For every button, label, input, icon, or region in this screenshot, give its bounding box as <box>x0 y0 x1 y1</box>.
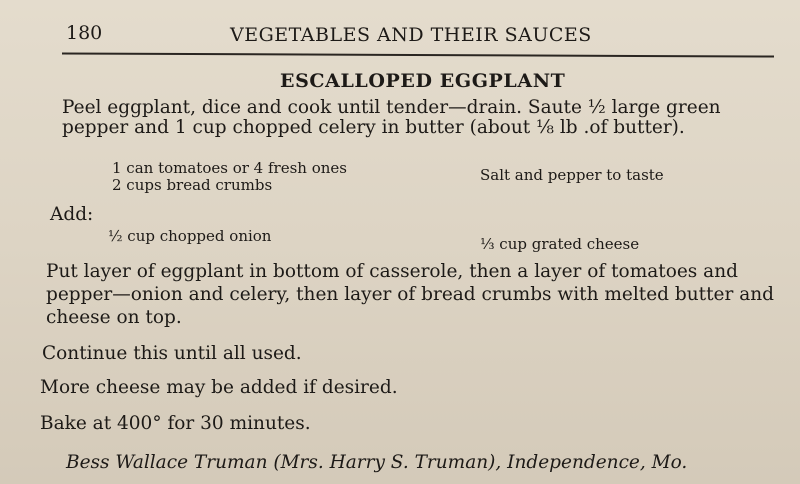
running-title: VEGETABLES AND THEIR SAUCES <box>230 24 592 46</box>
recipe-intro: Peel eggplant, dice and cook until tender—drain. Saute ½ large green pepper and 1 cup chopped celery in butter (about ⅛ lb .of butter). <box>62 97 721 138</box>
direction-more-cheese: More cheese may be added if desired. <box>40 377 398 398</box>
page-number: 180 <box>66 22 103 44</box>
direction-bake: Bake at 400° for 30 minutes. <box>40 413 311 434</box>
ingredient-tomatoes: 1 can tomatoes or 4 fresh ones <box>112 159 347 177</box>
ingredient-bread-crumbs: 2 cups bread crumbs <box>112 176 273 194</box>
recipe-title: ESCALLOPED EGGPLANT <box>280 70 566 92</box>
ingredient-onion: ½ cup chopped onion <box>108 227 272 245</box>
direction-continue: Continue this until all used. <box>42 343 302 364</box>
recipe-attribution: Bess Wallace Truman (Mrs. Harry S. Truman), Independence, Mo. <box>66 452 688 473</box>
ingredient-cheese: ⅓ cup grated cheese <box>480 235 640 253</box>
add-label: Add: <box>50 204 94 225</box>
direction-layering: Put layer of eggplant in bottom of casserole, then a layer of tomatoes and pepper—onion and celery, then layer of bread crumbs with melted butter and cheese on top. <box>46 261 774 328</box>
header-rule <box>62 52 774 57</box>
ingredient-salt-pepper: Salt and pepper to taste <box>480 166 664 184</box>
